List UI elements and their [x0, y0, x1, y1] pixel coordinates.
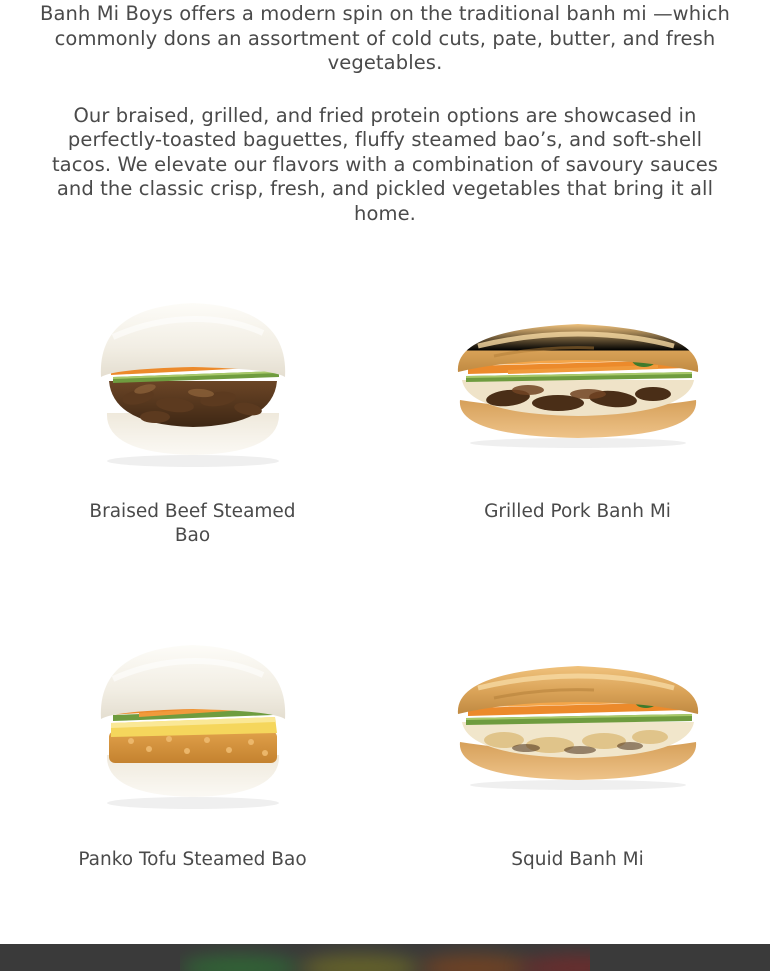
- footer-glow: [420, 955, 530, 971]
- footer-edge-right: [590, 944, 770, 971]
- menu-item-name: Panko Tofu Steamed Bao: [78, 849, 307, 870]
- squid-banh-mi-photo[interactable]: [428, 614, 728, 824]
- menu-item-card[interactable]: [0, 614, 385, 872]
- intro-paragraph-2: Our braised, grilled, and fried protein options are showcased in perfectly-toasted baguettes, fluffy steamed bao’s, and soft-shell tacos. We elevate our flavors with a combination of savoury sauces and the classic crisp, fresh, and pickled vegetables that bring it all home.: [51, 103, 719, 225]
- grilled-pork-banh-mi-photo[interactable]: [428, 272, 728, 482]
- grid-row-spacer: [0, 548, 770, 614]
- menu-item-card[interactable]: [385, 272, 770, 548]
- braised-beef-steamed-bao-photo[interactable]: [43, 272, 343, 482]
- menu-item-card[interactable]: [0, 272, 385, 548]
- menu-item-name: Squid Banh Mi: [511, 849, 644, 870]
- menu-item-name: Grilled Pork Banh Mi: [484, 501, 671, 522]
- menu-item-name: Braised Beef Steamed Bao: [89, 501, 296, 546]
- menu-item-grid: [0, 272, 770, 872]
- footer-glow: [180, 955, 300, 971]
- footer-edge-left: [0, 944, 180, 971]
- intro-section: [0, 0, 770, 226]
- panko-tofu-steamed-bao-photo[interactable]: [43, 614, 343, 824]
- intro-paragraph-1: Banh Mi Boys offers a modern spin on the traditional banh mi —which commonly dons an assortment of cold cuts, pate, butter, and fresh vegetables.: [40, 2, 730, 74]
- menu-item-card[interactable]: [385, 614, 770, 872]
- footer-glow: [300, 955, 420, 971]
- footer-bar: [0, 944, 770, 971]
